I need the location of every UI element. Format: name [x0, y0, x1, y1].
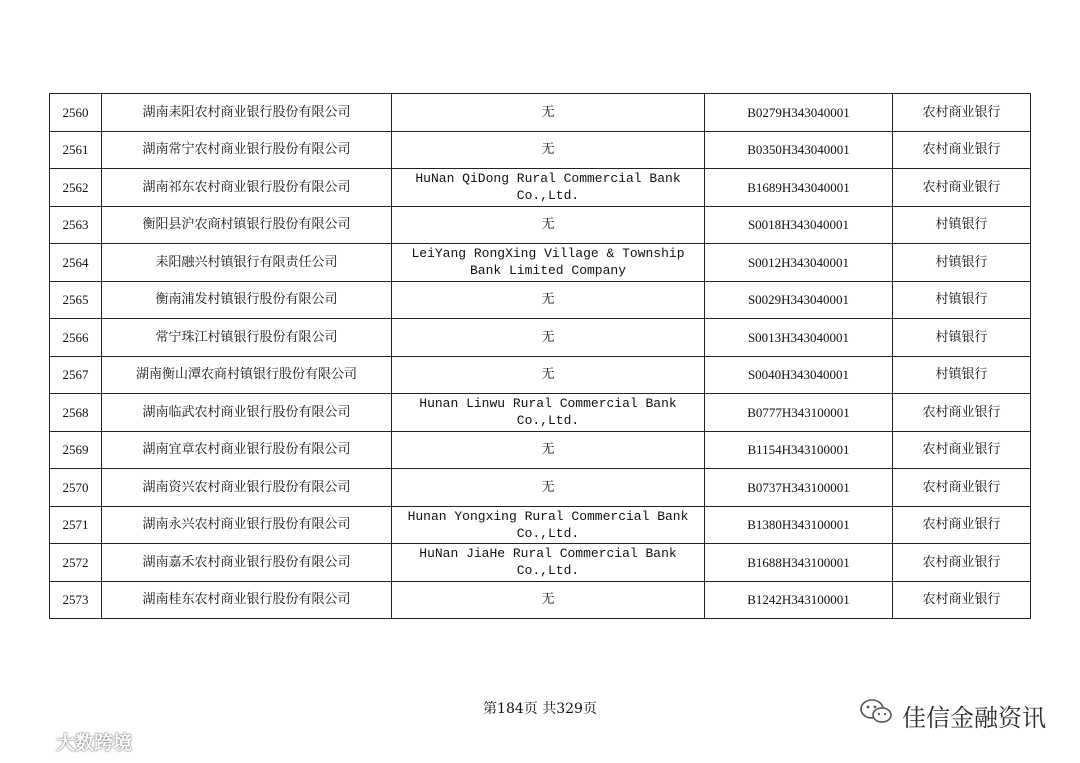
- table-row: [50, 356, 1031, 394]
- cell-bank-type: 村镇银行: [893, 319, 1031, 357]
- cell-english-name: 无: [392, 431, 705, 469]
- cell-bank-type: 农村商业银行: [893, 394, 1031, 432]
- cell-institution-code: B1154H343100001: [705, 431, 893, 469]
- cell-english-name: 无: [392, 581, 705, 619]
- table-row: [50, 431, 1031, 469]
- cell-bank-name: 湖南嘉禾农村商业银行股份有限公司: [102, 544, 392, 582]
- cell-institution-code: B1688H343100001: [705, 544, 893, 582]
- cell-bank-type: 农村商业银行: [893, 131, 1031, 169]
- cell-bank-type: 农村商业银行: [893, 431, 1031, 469]
- cell-english-name: 无: [392, 206, 705, 244]
- cell-number: 2569: [50, 431, 102, 469]
- cell-institution-code: S0012H343040001: [705, 244, 893, 282]
- cell-english-name: HuNan JiaHe Rural Commercial Bank Co.,Ltd.: [392, 544, 705, 582]
- cell-bank-type: 村镇银行: [893, 281, 1031, 319]
- cell-bank-name: 湖南临武农村商业银行股份有限公司: [102, 394, 392, 432]
- table-row: [50, 169, 1031, 207]
- page-number: 第184页 共329页: [483, 701, 597, 717]
- cell-english-name: 无: [392, 94, 705, 132]
- cell-bank-type: 村镇银行: [893, 356, 1031, 394]
- cell-number: 2561: [50, 131, 102, 169]
- cell-bank-type: 农村商业银行: [893, 94, 1031, 132]
- cell-institution-code: S0040H343040001: [705, 356, 893, 394]
- cell-institution-code: B1242H343100001: [705, 581, 893, 619]
- cell-number: 2571: [50, 506, 102, 544]
- table-row: [50, 581, 1031, 619]
- cell-bank-name: 湖南桂东农村商业银行股份有限公司: [102, 581, 392, 619]
- cell-english-name: 无: [392, 281, 705, 319]
- watermark-left-text: 大数跨境: [56, 731, 133, 754]
- table-row: [50, 206, 1031, 244]
- cell-english-name: 无: [392, 356, 705, 394]
- cell-number: 2562: [50, 169, 102, 207]
- cell-number: 2560: [50, 94, 102, 132]
- cell-institution-code: B0737H343100001: [705, 469, 893, 507]
- cell-bank-name: 湖南宜章农村商业银行股份有限公司: [102, 431, 392, 469]
- cell-institution-code: B0350H343040001: [705, 131, 893, 169]
- table-row: [50, 281, 1031, 319]
- cell-number: 2565: [50, 281, 102, 319]
- cell-number: 2566: [50, 319, 102, 357]
- cell-bank-name: 湖南衡山潭农商村镇银行股份有限公司: [102, 356, 392, 394]
- cell-number: 2573: [50, 581, 102, 619]
- bank-list-table: [49, 93, 1031, 619]
- cell-english-name: LeiYang RongXing Village & Township Bank Limited Company: [392, 244, 705, 282]
- cell-number: 2567: [50, 356, 102, 394]
- table-row: [50, 469, 1031, 507]
- table-row: [50, 394, 1031, 432]
- cell-institution-code: B1380H343100001: [705, 506, 893, 544]
- cell-bank-name: 衡南浦发村镇银行股份有限公司: [102, 281, 392, 319]
- cell-bank-type: 村镇银行: [893, 206, 1031, 244]
- cell-bank-type: 村镇银行: [893, 244, 1031, 282]
- table-body: [50, 94, 1031, 619]
- cell-english-name: HuNan QiDong Rural Commercial Bank Co.,Ltd.: [392, 169, 705, 207]
- watermark-left: [10, 726, 132, 756]
- cell-institution-code: S0029H343040001: [705, 281, 893, 319]
- cell-number: 2568: [50, 394, 102, 432]
- cell-number: 2563: [50, 206, 102, 244]
- cell-bank-name: 湖南祁东农村商业银行股份有限公司: [102, 169, 392, 207]
- cell-english-name: Hunan Linwu Rural Commercial Bank Co.,Ltd.: [392, 394, 705, 432]
- cell-english-name: 无: [392, 469, 705, 507]
- watermark-right: [858, 700, 1046, 730]
- cell-english-name: 无: [392, 131, 705, 169]
- cell-english-name: 无: [392, 319, 705, 357]
- cell-bank-type: 农村商业银行: [893, 544, 1031, 582]
- cell-institution-code: B1689H343040001: [705, 169, 893, 207]
- cell-bank-name: 湖南常宁农村商业银行股份有限公司: [102, 131, 392, 169]
- cell-number: 2570: [50, 469, 102, 507]
- cell-bank-name: 耒阳融兴村镇银行有限责任公司: [102, 244, 392, 282]
- cell-bank-name: 湖南永兴农村商业银行股份有限公司: [102, 506, 392, 544]
- table-row: [50, 506, 1031, 544]
- table-row: [50, 131, 1031, 169]
- cell-english-name: Hunan Yongxing Rural Commercial Bank Co.,Ltd.: [392, 506, 705, 544]
- cell-institution-code: B0777H343100001: [705, 394, 893, 432]
- wechat-icon: [858, 697, 894, 733]
- cell-institution-code: S0018H343040001: [705, 206, 893, 244]
- cell-bank-type: 农村商业银行: [893, 506, 1031, 544]
- table-row: [50, 544, 1031, 582]
- cell-bank-name: 衡阳县沪农商村镇银行股份有限公司: [102, 206, 392, 244]
- cell-number: 2564: [50, 244, 102, 282]
- cell-institution-code: S0013H343040001: [705, 319, 893, 357]
- cell-bank-type: 农村商业银行: [893, 469, 1031, 507]
- table-row: [50, 319, 1031, 357]
- table-row: [50, 94, 1031, 132]
- cell-bank-name: 湖南耒阳农村商业银行股份有限公司: [102, 94, 392, 132]
- cell-bank-type: 农村商业银行: [893, 169, 1031, 207]
- cell-bank-name: 常宁珠江村镇银行股份有限公司: [102, 319, 392, 357]
- table-row: [50, 244, 1031, 282]
- cell-institution-code: B0279H343040001: [705, 94, 893, 132]
- logo-icon: [10, 727, 50, 756]
- cell-bank-type: 农村商业银行: [893, 581, 1031, 619]
- cell-bank-name: 湖南资兴农村商业银行股份有限公司: [102, 469, 392, 507]
- cell-number: 2572: [50, 544, 102, 582]
- watermark-right-text: 佳信金融资讯: [902, 703, 1046, 732]
